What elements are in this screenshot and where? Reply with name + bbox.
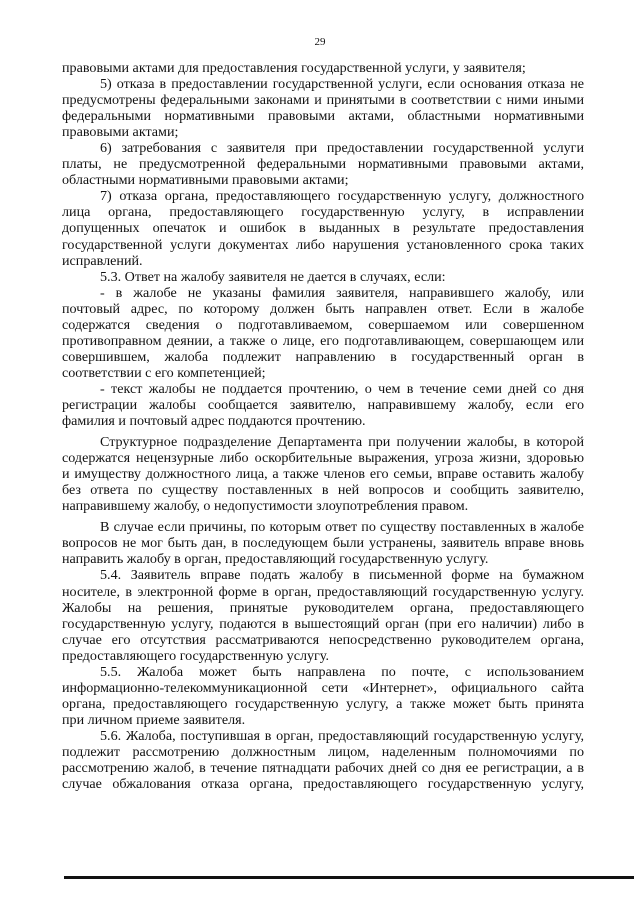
text-line: направить жалобу в орган, предоставляющий государственную услугу. bbox=[62, 551, 489, 568]
text-line: предоставляющего государственную услугу. bbox=[62, 647, 329, 664]
text-line: содержатся нецензурные либо оскорбительные выражения, угроза жизни, здоровью bbox=[62, 450, 584, 467]
document-body bbox=[62, 60, 584, 792]
text-line: и имуществу должностного лица, а также членов его семьи, вправе оставить жалобу bbox=[62, 466, 584, 483]
text-line: совершившем, жалоба подлежит направлению в государственный орган в bbox=[62, 348, 584, 365]
text-line: Жалобы на решения, принятые руководителем органа, предоставляющего bbox=[62, 599, 584, 616]
paragraph bbox=[62, 434, 584, 514]
text-line: областными нормативными правовыми актами; bbox=[62, 172, 349, 189]
text-line: направившему жалобу, о недопустимости злоупотребления правом. bbox=[62, 498, 469, 515]
paragraph bbox=[62, 188, 584, 268]
text-line: информационно-телекоммуникационной сети «Интернет», официального сайта bbox=[62, 679, 584, 696]
text-line: вопросов не мог быть дан, в последующем были устранены, заявитель вправе вновь bbox=[62, 535, 584, 552]
text-line: рассмотрению жалоб, в течение пятнадцати рабочих дней со дня ее регистрации, а в bbox=[62, 760, 584, 777]
text-line: органа, предоставляющего государственную услугу, а также может быть принята bbox=[62, 695, 584, 712]
text-line: правовыми актами для предоставления государственной услуги, у заявителя; bbox=[62, 60, 526, 76]
paragraph bbox=[62, 285, 584, 381]
paragraph bbox=[62, 269, 584, 285]
text-line: - текст жалобы не поддается прочтению, о чем в течение семи дней со дня bbox=[100, 380, 584, 397]
text-line: соответствии с его компетенцией; bbox=[62, 364, 266, 381]
page-number: 29 bbox=[314, 36, 326, 48]
paragraph bbox=[62, 728, 584, 792]
text-line: государственную услугу, подаются в вышестоящий орган (при его наличии) либо в bbox=[62, 615, 584, 632]
text-line: - в жалобе не указаны фамилия заявителя, направившего жалобу, или bbox=[100, 284, 584, 301]
text-line: при личном приеме заявителя. bbox=[62, 711, 246, 728]
paragraph bbox=[62, 140, 584, 188]
text-line: 5) отказа в предоставлении государственной услуги, если основания отказа не bbox=[100, 76, 584, 93]
text-line: носителе, в электронной форме в орган, предоставляющий государственную услугу. bbox=[62, 583, 584, 600]
text-line: фамилия и почтовый адрес поддаются прочтению. bbox=[62, 413, 366, 430]
text-line: допущенных опечаток и ошибок в выданных в результате предоставления bbox=[62, 220, 584, 237]
text-line: Структурное подразделение Департамента при получении жалобы, в которой bbox=[100, 434, 584, 451]
text-line: без ответа по существу поставленных в ней вопросов и сообщить заявителю, bbox=[62, 482, 584, 499]
text-line: случае его отсутствия рассматриваются непосредственно руководителем органа, bbox=[62, 631, 584, 648]
text-line: лица органа, предоставляющего государственную услугу, в исправлении bbox=[62, 204, 584, 221]
bottom-rule bbox=[64, 876, 634, 879]
text-line: 5.4. Заявитель вправе подать жалобу в письменной форме на бумажном bbox=[100, 567, 584, 584]
text-line: федеральными нормативными правовыми актами, областными нормативными bbox=[62, 108, 584, 125]
text-line: В случае если причины, по которым ответ по существу поставленных в жалобе bbox=[100, 519, 584, 536]
text-line: предусмотрены федеральными законами и принятыми в соответствии с ними иными bbox=[62, 92, 584, 109]
paragraph bbox=[62, 567, 584, 663]
text-line: правовыми актами; bbox=[62, 124, 179, 141]
text-line: государственной услуги документах либо нарушения установленного срока таких bbox=[62, 236, 584, 253]
text-line: 5.3. Ответ на жалобу заявителя не дается в случаях, если: bbox=[100, 268, 446, 285]
text-line: 5.5. Жалоба может быть направлена по почте, с использованием bbox=[100, 663, 584, 680]
paragraph bbox=[62, 381, 584, 429]
text-line: содержатся сведения о подготавливаемом, совершаемом или совершенном bbox=[62, 316, 584, 333]
paragraph bbox=[62, 519, 584, 567]
text-line: случае обжалования отказа органа, предоставляющего государственную услугу, bbox=[62, 776, 584, 793]
text-line: противоправном деянии, а также о лице, его подготавливающем, совершающем или bbox=[62, 332, 584, 349]
paragraph bbox=[62, 76, 584, 140]
paragraph bbox=[62, 60, 584, 76]
text-line: подлежит рассмотрению должностным лицом, наделенным полномочиями по bbox=[62, 743, 584, 760]
text-line: 6) затребования с заявителя при предоставлении государственной услуги bbox=[100, 140, 584, 157]
text-line: 7) отказа органа, предоставляющего государственную услугу, должностного bbox=[100, 188, 584, 205]
text-line: почтовый адрес, по которому должен быть направлен ответ. Если в жалобе bbox=[62, 300, 584, 317]
text-line: платы, не предусмотренной федеральными нормативными правовыми актами, bbox=[62, 156, 584, 173]
text-line: регистрации жалобы сообщается заявителю, направившему жалобу, если его bbox=[62, 396, 584, 413]
paragraph bbox=[62, 664, 584, 728]
text-line: 5.6. Жалоба, поступившая в орган, предоставляющий государственную услугу, bbox=[100, 727, 584, 744]
text-line: исправлений. bbox=[62, 252, 143, 269]
